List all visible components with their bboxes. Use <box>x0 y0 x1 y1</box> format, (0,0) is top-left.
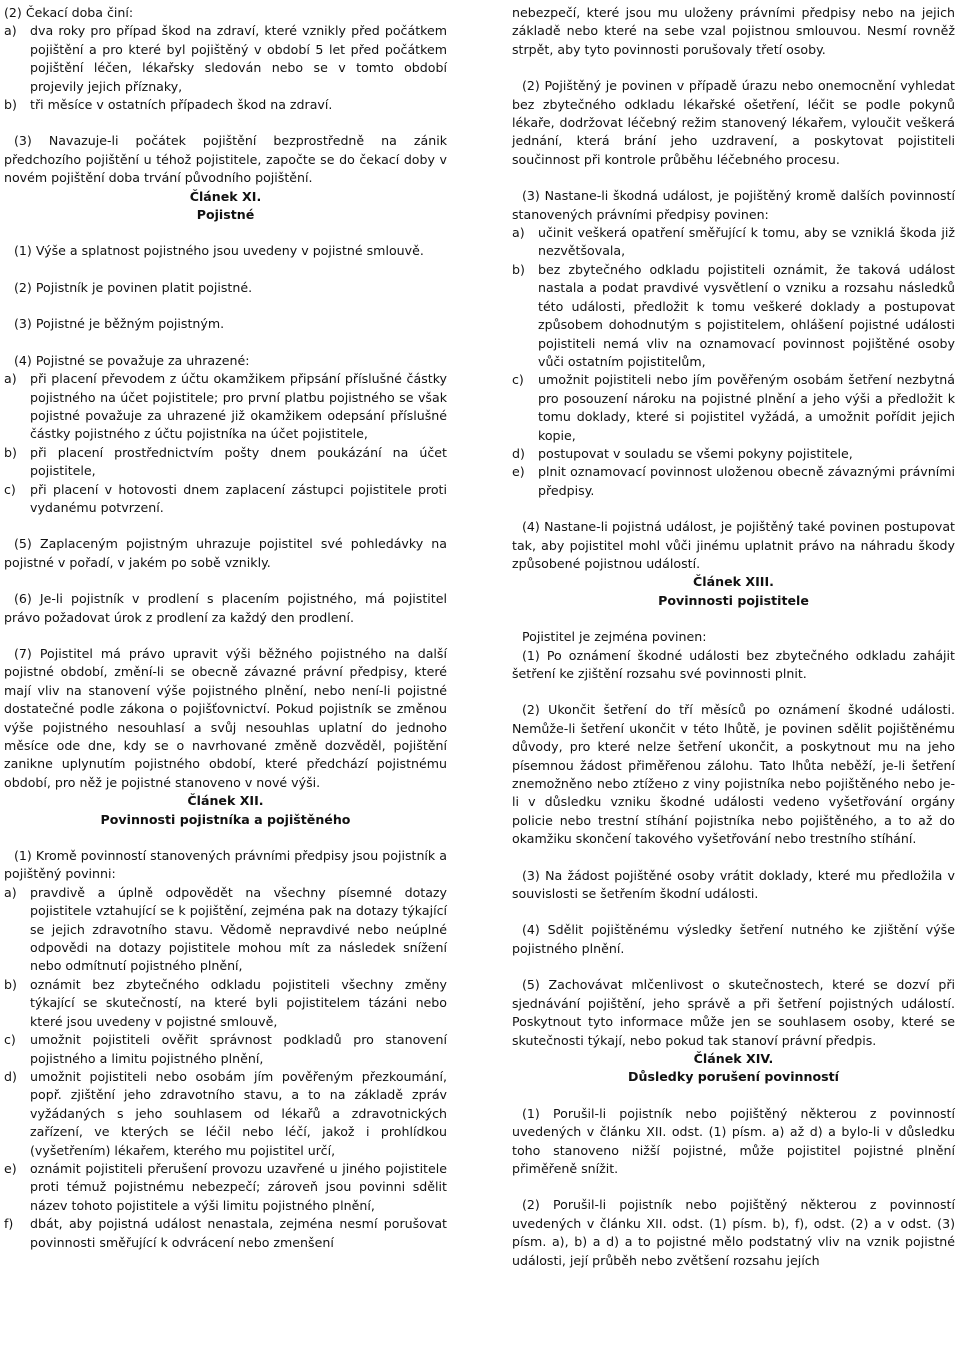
list-text: při placení v hotovosti dnem zaplacení zástupci pojistitele proti vydanému potvrzení. <box>30 481 447 515</box>
paragraph: Pojistitel je zejména povinen: <box>522 629 707 645</box>
article-title: Povinnosti pojistitele <box>658 592 809 608</box>
list-text: při placení prostřednictvím pošty dnem poukázání na účet pojistitele, <box>30 444 447 479</box>
list-letter: a) <box>512 225 525 241</box>
paragraph: (4) Sdělit pojištěnému výsledky šetření nutného ke zjištění výše pojistného plnění. <box>512 922 955 956</box>
paragraph: (4) Nastane-li pojistná událost, je pojištěný také povinen postupovat tak, aby pojistitel mohl vůči jinému uplatnit právo na náhradu škody způsobené pojistnou událostí. <box>512 519 955 571</box>
list-letter: c) <box>4 1032 16 1048</box>
paragraph: (3) Nastane-li škodná událost, je pojištěný kromě dalších povinností stanovených právními předpisy povinen: <box>512 188 955 222</box>
list-text: oznámit bez zbytečného odkladu pojistiteli všechny změny týkající se skutečností, na které byli pojistitelem tázáni nebo které jsou uvedeny v pojistné smlouvě, <box>30 976 447 1029</box>
list-item <box>4 1031 447 1068</box>
list-letter: a) <box>4 371 17 387</box>
list <box>4 370 447 517</box>
list-item <box>4 1215 447 1252</box>
list-letter: a) <box>4 884 17 900</box>
article-title: Povinnosti pojistníka a pojištěného <box>100 811 351 827</box>
list-letter: b) <box>4 976 17 992</box>
paragraph: (5) Zachovávat mlčenlivost o skutečnostech, které se dozví při sjednávání pojištění, jeho správě a při šetření pojistných událostí. Poskytnout tyto informace může jen se souhlasem osoby, které se skutečnosti týkají, nebo pokud tak stanoví právní předpis. <box>512 977 955 1048</box>
paragraph: (4) Pojistné se považuje za uhrazené: <box>14 352 250 368</box>
list <box>512 224 955 500</box>
list-item <box>512 224 955 261</box>
list-item <box>4 22 447 96</box>
list-letter: e) <box>4 1160 17 1176</box>
list-text: postupovat v souladu se všemi pokyny pojistitele, <box>538 445 853 461</box>
list-letter: f) <box>4 1216 14 1232</box>
list-letter: c) <box>512 372 524 388</box>
paragraph: (2) Pojištěný je povinen v případě úrazu nebo onemocnění vyhledat bez zbytečného odkladu lékařské ošetření, léčit se podle pokynů lékaře, dodržovat léčebný režim stanovený lékařem, vyloučit veškerá jednání, která brání jeho uzdravení, a poskytovat pojistiteli součinnost při kontrole průběhu léčebného procesu. <box>512 78 955 167</box>
list-text: bez zbytečného odkladu pojistiteli oznámit, že taková událost nastala a podat pravdivé vysvětlení o vzniku a rozsahu následků této události, předložit k tomu veškeré doklady a postupovat způsobem dohodnutým s pojistitelem, ohlášení pojistné události pojistiteli nemá vliv na oznamovací povinnost pojištěné osoby vůči ostatním pojistitelům, <box>538 261 955 369</box>
list-text: umožnit pojistiteli nebo osobám jím pověřeným přezkoumání, popř. zjištění jeho zdravotního stavu, a to na základě zpráv vyžádaných s jeho souhlasem od lékařů a zdravotnických zařízení, ve kterých se léčil nebo léčí, jakož i prohlídkou (vyšetřením) lékařem, kterého mu pojistitel určí, <box>30 1068 447 1158</box>
article-number: Článek XII. <box>187 793 264 809</box>
article-number: Článek XI. <box>189 188 262 204</box>
paragraph: (2) Čekací doba činí: <box>4 5 134 20</box>
list-item <box>512 261 955 371</box>
list-text: učinit veškerá opatření směřující k tomu, aby se vzniklá škoda již nezvětšovala, <box>538 225 955 259</box>
left-column <box>4 4 447 1252</box>
list-letter: b) <box>512 261 525 277</box>
article-title: Důsledky porušení povinností <box>628 1069 839 1085</box>
list-text: umožnit pojistiteli nebo jím pověřeným osobám šetření nezbytná pro posouzení nároku na pojistné plnění a jeho výši a předložit k tomu doklady, které si pojistitel vyžádá, a umožnit pořídit jejich kopie, <box>538 372 955 443</box>
list-item <box>4 96 447 114</box>
article-number: Článek XIII. <box>693 574 774 590</box>
list-letter: d) <box>4 1068 17 1084</box>
paragraph: (6) Je-li pojistník v prodlení s placením pojistného, má pojistitel právo požadovat úrok z prodlení za každý den prodlení. <box>4 591 447 625</box>
list-letter: e) <box>512 464 525 480</box>
list <box>4 884 447 1252</box>
list-text: oznámit pojistiteli přerušení provozu uzavřené u jiného pojistitele proti témuž pojistnému nebezpečí; zároveň jsou povinni sdělit název tohoto pojistitele a výši limitu pojistného plnění, <box>30 1160 447 1213</box>
list-text: pravdivě a úplně odpovědět na všechny písemné dotazy pojistitele vztahující se k pojištění, zejména pak na dotazy týkající se jejich zdravotního stavu. Vědomě nepravdivé nebo neúplné odpovědi na dotazy pojistitele mohou mít za následek snížení nebo odmítnutí pojistného plnění, <box>30 884 447 974</box>
list-text: při placení převodem z účtu okamžikem připsání příslušné částky pojistného na účet pojistitele; pro první platbu pojistného se však pojistné považuje za uhrazené již okamžikem odepsání příslušné částky pojistného z účtu pojistníka na účet pojistitele, <box>30 371 447 442</box>
paragraph: (1) Po oznámení škodné události bez zbytečného odkladu zahájit šetření ke zjištění rozsahu své povinnosti plnit. <box>512 647 955 681</box>
list-item <box>4 444 447 481</box>
list-text: umožnit pojistiteli ověřit správnost podkladů pro stanovení pojistného a limitu pojistného plnění, <box>30 1032 447 1066</box>
list-letter: b) <box>4 97 17 113</box>
list-item <box>4 976 447 1031</box>
list-item <box>512 371 955 445</box>
list-text: plnit oznamovací povinnost uloženou obecně závaznými právními předpisy. <box>538 464 955 498</box>
article-number: Článek XIV. <box>693 1050 774 1066</box>
list-item <box>512 463 955 500</box>
paragraph: (1) Výše a splatnost pojistného jsou uvedeny v pojistné smlouvě. <box>14 243 424 259</box>
paragraph: (3) Navazuje-li počátek pojištění bezprostředně na zánik předchozího pojištění u téhož pojistitele, započte se do čekací doby v novém pojištění doba trvání původního pojištění. <box>4 133 447 186</box>
paragraph: (2) Pojistník je povinen platit pojistné. <box>14 279 253 295</box>
list-item <box>4 370 447 444</box>
list-item <box>4 481 447 518</box>
list-item <box>4 884 447 976</box>
paragraph: (3) Pojistné je běžným pojistným. <box>14 316 225 332</box>
paragraph: nebezpečí, které jsou mu uloženy právními předpisy nebo na jejich základě nebo které na sebe vzal pojistnou smlouvou. Nesmí rovněž strpět, aby tyto povinnosti porušovaly třetí osoby. <box>512 5 955 57</box>
paragraph: (1) Porušil-li pojistník nebo pojištěný některou z povinností uvedených v článku XII. odst. (1) písm. a) až d) a bylo-li v důsledku toho stanoveno nižší pojistné, může pojistitel pojistné plnění přiměřeně snížit. <box>512 1105 955 1176</box>
article-title: Pojistné <box>196 207 255 223</box>
paragraph: (5) Zaplaceným pojistným uhrazuje pojistitel své pohledávky na pojistné v pořadí, v jakém po sobě vznikly. <box>4 536 447 570</box>
list-letter: c) <box>4 481 16 497</box>
right-column <box>512 4 955 1270</box>
list-item <box>4 1068 447 1160</box>
paragraph: (2) Ukončit šetření do tří měsíců po oznámení škodné události. Nemůže-li šetření ukončit v této lhůtě, je povinen sdělit pojištěnému důvody, pro které nelze šetření ukončit, a poskytnout mu na jeho písemnou žádost přiměřenou zálohu. Tato lhůta neběží, je-li šetření znemožněno nebo ztížено z viny pojistníka nebo pojištěného nebo je-li v důsledku vzniku škodné události vedeno vyšetřování orgány policie nebo trestní stíhání pojistníka nebo pojištěného, a to až do okamžiku skončení takového vyšetřování nebo trestního stíhání. <box>512 702 955 847</box>
paragraph: (7) Pojistitel má právo upravit výši běžného pojistného na další pojistné období, změní-li se obecně závazné právní předpisy, které mají vliv na stanovení výše pojistného plnění, nebo není-li pojistné dostatečné podle zákona o pojišťovnictví. Pokud pojistník se změnou výše pojistného nesouhlasí a svůj nesouhlas uplatní do jednoho měsíce ode dne, kdy se o navrhované změně dozvěděl, pojištění zanikne uplynutím pojistného období, které předchází pojistnému období, pro něž je pojistné stanoveno v nové výši. <box>4 645 447 790</box>
paragraph: (1) Kromě povinností stanovených právními předpisy jsou pojistník a pojištěný povinni: <box>4 848 447 882</box>
list-item <box>512 445 955 463</box>
list-text: dva roky pro případ škod na zdraví, které vznikly před počátkem pojištění a pro které byl pojištěný v období 5 let před počátkem pojištění léčen, lékařsky sledován nebo se v tomto období projevily jejich příznaky, <box>30 23 447 94</box>
paragraph: (2) Porušil-li pojistník nebo pojištěný některou z povinností uvedených v článku XII. odst. (1) písm. b), f), odst. (2) a v odst. (3) písm. a), b) a d) a to pojistné mělo podstatný vliv na vznik pojistné události, její průběh nebo zvětšení rozsahu jejích <box>512 1197 955 1268</box>
paragraph: (3) Na žádost pojištěné osoby vrátit doklady, které mu předložila v souvislosti se šetřením škodní události. <box>512 867 955 902</box>
list-text: dbát, aby pojistná událost nenastala, zejména nesmí porušovat povinnosti směřující k odvrácení nebo zmenšení <box>30 1216 447 1250</box>
list-letter: b) <box>4 444 17 460</box>
list-item <box>4 1160 447 1215</box>
list <box>4 22 447 114</box>
list-letter: a) <box>4 23 17 39</box>
list-text: tři měsíce v ostatních případech škod na zdraví. <box>30 97 333 113</box>
list-letter: d) <box>512 445 525 461</box>
